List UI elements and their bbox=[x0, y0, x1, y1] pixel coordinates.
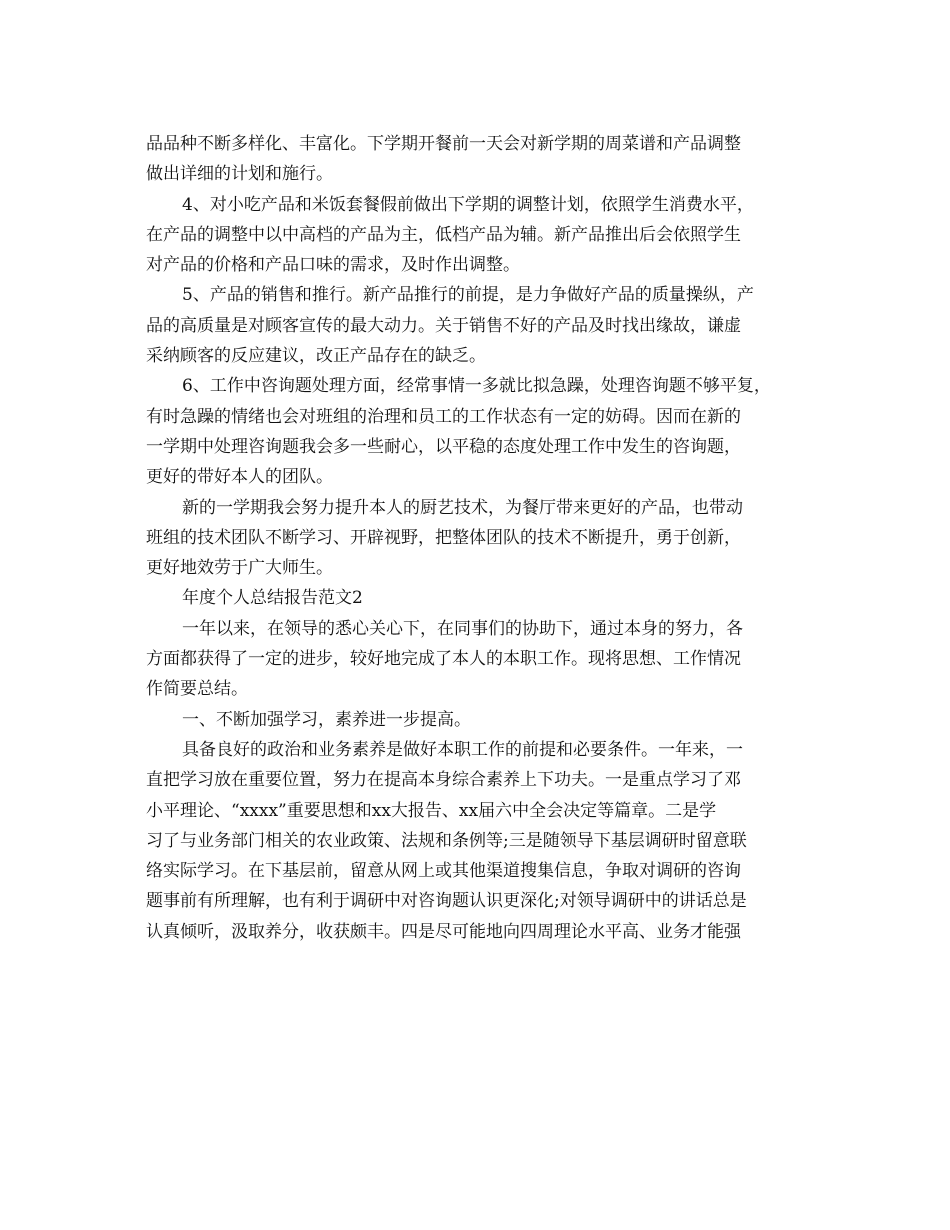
text-line: 年度个人总结报告范文2 bbox=[182, 588, 363, 609]
text-line: 更好地效劳于广大师生。 bbox=[146, 558, 333, 579]
text-line: 班组的技术团队不断学习、开辟视野，把整体团队的技术不断提升，勇于创新， bbox=[146, 527, 741, 548]
text-line: 采纳顾客的反应建议，改正产品存在的缺乏。 bbox=[146, 346, 486, 367]
text-line: 一、不断加强学习，素养进一步提高。 bbox=[182, 709, 471, 730]
text-line: 方面都获得了一定的进步，较好地完成了本人的本职工作。现将思想、工作情况 bbox=[146, 649, 741, 670]
text-line: 一年以来，在领导的悉心关心下，在同事们的协助下，通过本身的努力，各 bbox=[182, 618, 743, 639]
text-line: 更好的带好本人的团队。 bbox=[146, 467, 333, 488]
text-line: 作简要总结。 bbox=[146, 679, 248, 700]
text-line: 品品种不断多样化、丰富化。下学期开餐前一天会对新学期的周菜谱和产品调整 bbox=[146, 134, 741, 154]
document-body bbox=[146, 129, 816, 947]
text-line: 品的高质量是对顾客宣传的最大动力。关于销售不好的产品及时找出缘故，谦虚 bbox=[146, 315, 741, 336]
text-line: 一学期中处理咨询题我会多一些耐心，以平稳的态度处理工作中发生的咨询题， bbox=[146, 436, 741, 457]
text-line: 习了与业务部门相关的农业政策、法规和条例等;三是随领导下基层调研时留意联 bbox=[146, 830, 747, 851]
text-line: 具备良好的政治和业务素养是做好本职工作的前提和必要条件。一年来，一 bbox=[182, 739, 743, 760]
text-line: 在产品的调整中以中高档的产品为主，低档产品为辅。新产品推出后会依照学生 bbox=[146, 224, 741, 245]
text-line: 做出详细的计划和施行。 bbox=[146, 164, 333, 185]
text-line: 小平理论、“xxxx”重要思想和xx大报告、xx届六中全会决定等篇章。二是学 bbox=[146, 800, 717, 821]
text-line: 4、对小吃产品和米饭套餐假前做出下学期的调整计划，依照学生消费水平， bbox=[182, 194, 754, 215]
text-line: 络实际学习。在下基层前，留意从网上或其他渠道搜集信息，争取对调研的咨询 bbox=[146, 861, 741, 882]
text-line: 有时急躁的情绪也会对班组的治理和员工的工作状态有一定的妨碍。因而在新的 bbox=[146, 406, 741, 427]
text-line: 5、产品的销售和推行。新产品推行的前提，是力争做好产品的质量操纵，产 bbox=[182, 285, 754, 306]
text-line: 6、工作中咨询题处理方面，经常事情一多就比拟急躁，处理咨询题不够平复， bbox=[182, 376, 771, 397]
text-line: 直把学习放在重要位置，努力在提高本身综合素养上下功夫。一是重点学习了邓 bbox=[146, 770, 741, 791]
text-line: 新的一学期我会努力提升本人的厨艺技术，为餐厅带来更好的产品，也带动 bbox=[182, 497, 743, 518]
text-line: 认真倾听，汲取养分，收获颇丰。四是尽可能地向四周理论水平高、业务才能强 bbox=[146, 921, 741, 942]
text-line: 题事前有所理解，也有利于调研中对咨询题认识更深化;对领导调研中的讲话总是 bbox=[146, 891, 747, 912]
text-line: 对产品的价格和产品口味的需求，及时作出调整。 bbox=[146, 255, 520, 276]
